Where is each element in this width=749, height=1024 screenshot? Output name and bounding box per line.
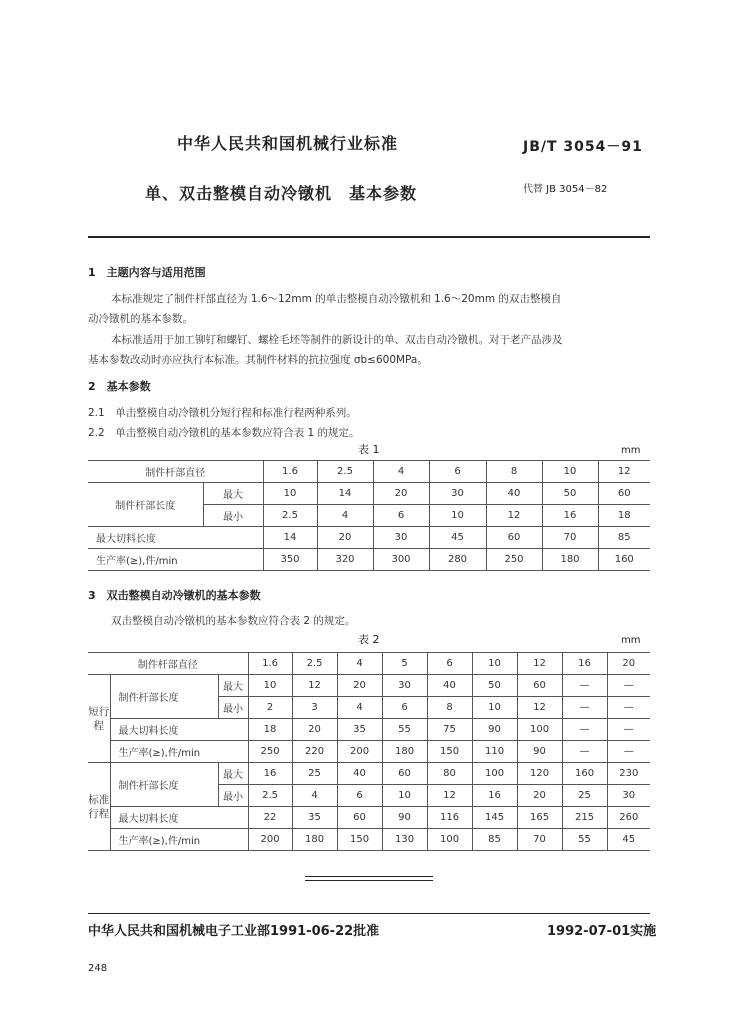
document-title: 单、双击整模自动冷镦机 基本参数 <box>145 184 418 203</box>
table-cell: 180 <box>292 829 337 851</box>
table-1-row-rate <box>88 549 650 571</box>
end-rule-top <box>305 876 433 877</box>
table-cell: 10 <box>382 785 427 807</box>
header-rule <box>88 236 650 238</box>
table-cell: 150 <box>427 741 472 763</box>
table-cell: 40 <box>337 763 382 785</box>
table-cell: 20 <box>317 527 373 549</box>
table-cell: 165 <box>517 807 562 829</box>
table-cell: 12 <box>598 461 650 483</box>
table-2-row-short-rate <box>88 741 650 763</box>
table-cell: 160 <box>562 763 607 785</box>
table-cell: 50 <box>472 675 517 697</box>
table-cell: 2.5 <box>248 785 292 807</box>
table-1-header-cut: 最大切料长度 <box>88 527 263 549</box>
table-2-header-rate-short: 生产率(≥),件/min <box>110 741 248 763</box>
table-cell: 20 <box>337 675 382 697</box>
table-1-header-length: 制件杆部长度 <box>88 483 203 527</box>
table-cell: 20 <box>292 719 337 741</box>
table-cell: 180 <box>382 741 427 763</box>
table-cell: 4 <box>373 461 429 483</box>
table-cell: 300 <box>373 549 429 571</box>
table-2-caption: 表 2 <box>358 633 380 646</box>
table-cell: 40 <box>486 483 542 505</box>
table-cell: 1.6 <box>248 653 292 675</box>
table-cell: 30 <box>429 483 486 505</box>
standard-code: JB/T 3054－91 <box>523 139 643 155</box>
table-cell: 220 <box>292 741 337 763</box>
table-cell: 90 <box>472 719 517 741</box>
table-cell: 85 <box>598 527 650 549</box>
table-1 <box>88 460 650 571</box>
table-cell: 25 <box>292 763 337 785</box>
section-1-para-2-line-2: 基本参数改动时亦应执行本标准。其制件材料的抗拉强度 σb≤600MPa。 <box>88 354 428 366</box>
table-cell: 14 <box>317 483 373 505</box>
table-cell: 35 <box>337 719 382 741</box>
table-cell: — <box>607 719 650 741</box>
table-cell: 90 <box>517 741 562 763</box>
table-cell: 90 <box>382 807 427 829</box>
approval-line: 中华人民共和国机械电子工业部1991-06-22批准 <box>88 924 380 939</box>
table-cell: 250 <box>248 741 292 763</box>
table-cell: — <box>562 719 607 741</box>
table-2-unit: mm <box>621 635 641 646</box>
table-cell: — <box>562 697 607 719</box>
table-cell: 10 <box>248 675 292 697</box>
table-cell: 230 <box>607 763 650 785</box>
table-1-unit: mm <box>621 445 641 456</box>
table-cell: — <box>562 675 607 697</box>
table-cell: 1.6 <box>263 461 317 483</box>
table-cell: — <box>607 697 650 719</box>
table-cell: 150 <box>337 829 382 851</box>
table-cell: 18 <box>598 505 650 527</box>
table-cell: 8 <box>486 461 542 483</box>
table-2-header-length-std: 制件杆部长度 <box>110 763 218 807</box>
table-2-group-short: 短行程 <box>88 675 110 763</box>
table-2-header-min: 最小 <box>218 697 248 719</box>
table-cell: 14 <box>263 527 317 549</box>
table-2-header-min: 最小 <box>218 785 248 807</box>
table-cell: 250 <box>486 549 542 571</box>
table-cell: 70 <box>517 829 562 851</box>
table-cell: 30 <box>373 527 429 549</box>
section-3-heading: 3 双击整模自动冷镦机的基本参数 <box>88 589 261 602</box>
table-cell: 180 <box>542 549 598 571</box>
table-2-row-short-cut <box>88 719 650 741</box>
table-cell: 40 <box>427 675 472 697</box>
table-cell: 4 <box>337 697 382 719</box>
table-cell: 10 <box>263 483 317 505</box>
table-cell: 110 <box>472 741 517 763</box>
table-cell: 12 <box>486 505 542 527</box>
table-cell: 6 <box>337 785 382 807</box>
table-cell: 215 <box>562 807 607 829</box>
table-cell: 35 <box>292 807 337 829</box>
table-cell: 12 <box>517 653 562 675</box>
table-1-row-cut <box>88 527 650 549</box>
table-cell: — <box>607 675 650 697</box>
end-rule-bottom <box>305 880 433 881</box>
table-cell: 18 <box>248 719 292 741</box>
table-cell: 12 <box>292 675 337 697</box>
table-2-header-diameter: 制件杆部直径 <box>88 653 248 675</box>
table-cell: 6 <box>382 697 427 719</box>
table-2-header-max: 最大 <box>218 763 248 785</box>
replaces-standard: 代替 JB 3054－82 <box>523 184 608 195</box>
table-cell: 55 <box>382 719 427 741</box>
table-cell: 20 <box>517 785 562 807</box>
section-1-para-2-line-1: 本标准适用于加工铆钉和螺钉、螺栓毛坯等制件的新设计的单、双击自动冷镦机。对于老产品涉及 <box>111 334 563 346</box>
section-3-para: 双击整模自动冷镦机的基本参数应符合表 2 的规定。 <box>111 615 356 627</box>
table-cell: 16 <box>542 505 598 527</box>
table-2-header-max: 最大 <box>218 675 248 697</box>
table-cell: 85 <box>472 829 517 851</box>
table-1-header-min: 最小 <box>203 505 263 527</box>
table-cell: 30 <box>607 785 650 807</box>
table-cell: 350 <box>263 549 317 571</box>
table-2-header-rate-std: 生产率(≥),件/min <box>110 829 248 851</box>
table-cell: 70 <box>542 527 598 549</box>
table-2-header-cut-short: 最大切料长度 <box>110 719 248 741</box>
table-1-header-rate: 生产率(≥),件/min <box>88 549 263 571</box>
table-cell: 10 <box>472 653 517 675</box>
table-cell: 10 <box>472 697 517 719</box>
standard-category-title: 中华人民共和国机械行业标准 <box>177 134 399 153</box>
table-cell: 145 <box>472 807 517 829</box>
table-cell: — <box>607 741 650 763</box>
table-1-caption: 表 1 <box>358 443 380 456</box>
table-cell: 10 <box>429 505 486 527</box>
table-cell: 12 <box>517 697 562 719</box>
table-1-header-diameter: 制件杆部直径 <box>88 461 263 483</box>
table-cell: 60 <box>337 807 382 829</box>
table-2 <box>88 652 650 851</box>
table-1-header-max: 最大 <box>203 483 263 505</box>
table-cell: 45 <box>607 829 650 851</box>
table-cell: 8 <box>427 697 472 719</box>
table-cell: 60 <box>382 763 427 785</box>
table-cell: 280 <box>429 549 486 571</box>
table-cell: 60 <box>517 675 562 697</box>
table-cell: 6 <box>429 461 486 483</box>
table-2-header-cut-std: 最大切料长度 <box>110 807 248 829</box>
table-cell: 6 <box>427 653 472 675</box>
table-cell: 2 <box>248 697 292 719</box>
table-cell: 200 <box>248 829 292 851</box>
table-cell: 50 <box>542 483 598 505</box>
section-1-heading: 1 主题内容与适用范围 <box>88 266 206 279</box>
table-cell: 10 <box>542 461 598 483</box>
table-cell: 130 <box>382 829 427 851</box>
table-cell: 100 <box>427 829 472 851</box>
table-cell: 75 <box>427 719 472 741</box>
clause-2-1: 2.1 单击整模自动冷镦机分短行程和标准行程两种系列。 <box>88 407 357 419</box>
table-cell: 6 <box>373 505 429 527</box>
table-cell: 60 <box>486 527 542 549</box>
table-cell: 100 <box>472 763 517 785</box>
section-2-heading: 2 基本参数 <box>88 380 151 393</box>
table-2-group-standard: 标准行程 <box>88 763 110 851</box>
table-2-header-length-short: 制件杆部长度 <box>110 675 218 719</box>
table-2-row-std-rate <box>88 829 650 851</box>
table-cell: 200 <box>337 741 382 763</box>
table-cell: 3 <box>292 697 337 719</box>
table-2-row-short-length-max <box>88 675 650 697</box>
table-cell: 116 <box>427 807 472 829</box>
table-cell: 4 <box>337 653 382 675</box>
table-cell: 5 <box>382 653 427 675</box>
table-cell: 260 <box>607 807 650 829</box>
table-cell: 22 <box>248 807 292 829</box>
table-2-row-diameter <box>88 653 650 675</box>
table-cell: 20 <box>373 483 429 505</box>
table-cell: 55 <box>562 829 607 851</box>
table-2-row-std-cut <box>88 807 650 829</box>
table-cell: 100 <box>517 719 562 741</box>
table-cell: 16 <box>472 785 517 807</box>
clause-2-2: 2.2 单击整模自动冷镦机的基本参数应符合表 1 的规定。 <box>88 427 360 439</box>
table-cell: 4 <box>292 785 337 807</box>
table-cell: 4 <box>317 505 373 527</box>
section-1-para-1-line-1: 本标准规定了制件杆部直径为 1.6～12mm 的单击整模自动冷镦机和 1.6～20mm 的双击整模自 <box>111 293 562 305</box>
table-cell: 320 <box>317 549 373 571</box>
page-number: 248 <box>88 963 108 974</box>
table-cell: 2.5 <box>317 461 373 483</box>
table-cell: 16 <box>248 763 292 785</box>
table-cell: 160 <box>598 549 650 571</box>
table-cell: 45 <box>429 527 486 549</box>
footer-rule <box>88 913 650 914</box>
table-cell: 60 <box>598 483 650 505</box>
table-cell: 2.5 <box>292 653 337 675</box>
table-cell: 20 <box>607 653 650 675</box>
table-cell: 30 <box>382 675 427 697</box>
table-cell: 80 <box>427 763 472 785</box>
table-cell: 12 <box>427 785 472 807</box>
implementation-date: 1992-07-01实施 <box>547 924 657 939</box>
section-1-para-1-line-2: 动冷镦机的基本参数。 <box>88 313 193 325</box>
table-cell: 16 <box>562 653 607 675</box>
table-2-row-std-length-max <box>88 763 650 785</box>
table-cell: — <box>562 741 607 763</box>
table-cell: 120 <box>517 763 562 785</box>
table-cell: 2.5 <box>263 505 317 527</box>
table-1-row-diameter <box>88 461 650 483</box>
table-1-row-length-max <box>88 483 650 505</box>
table-cell: 25 <box>562 785 607 807</box>
